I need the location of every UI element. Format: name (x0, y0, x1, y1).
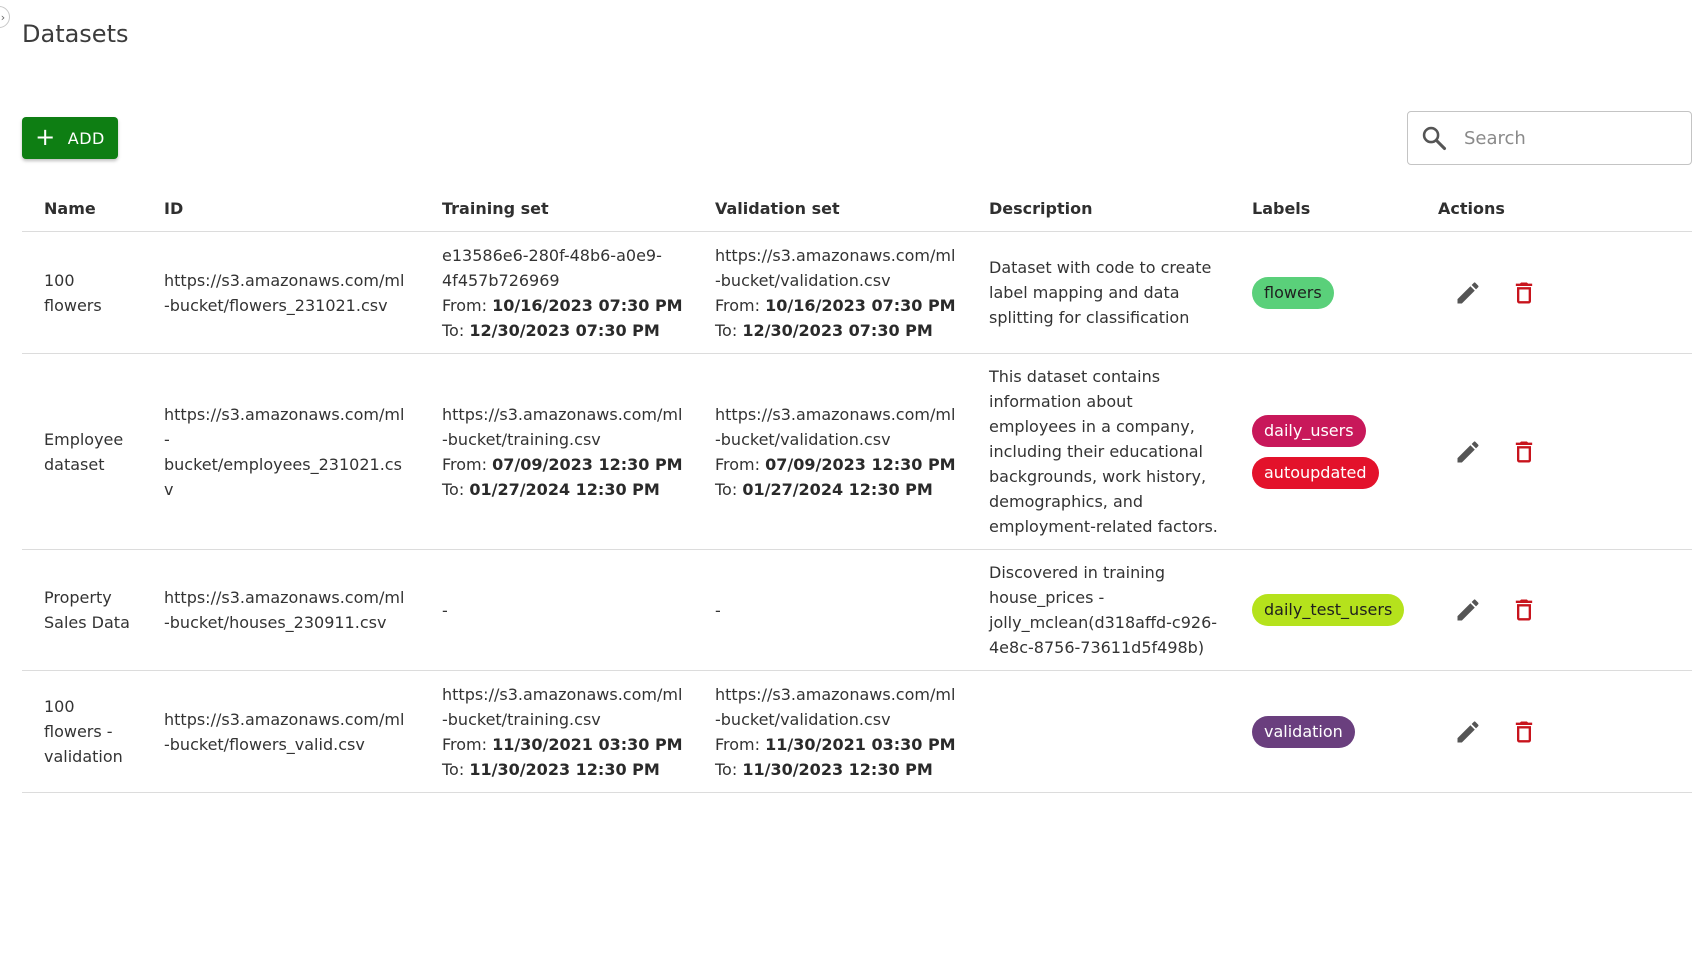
training-set-cell: - (420, 550, 693, 671)
labels-cell (1230, 671, 1416, 793)
table-row[interactable] (22, 671, 1692, 793)
training-to-date: 01/27/2024 12:30 PM (469, 479, 660, 499)
dataset-id: https://s3.amazonaws.com/ml-bucket/employees_231021.csv (142, 354, 420, 550)
label-chip[interactable]: validation (1252, 716, 1355, 748)
from-label: From: (715, 295, 761, 315)
dataset-description (967, 671, 1230, 793)
label-chip[interactable]: autoupdated (1252, 457, 1379, 489)
delete-button[interactable] (1508, 277, 1540, 309)
datasets-table (22, 186, 1692, 793)
sidebar-toggle-button[interactable] (0, 6, 10, 28)
search-box[interactable] (1407, 111, 1692, 165)
trash-icon (1510, 596, 1538, 624)
training-set-url: https://s3.amazonaws.com/ml-bucket/training.csv (442, 404, 683, 449)
from-label: From: (442, 454, 488, 474)
actions-cell (1416, 232, 1692, 354)
column-header-training-set[interactable]: Training set (420, 186, 693, 232)
training-from-date: 10/16/2023 07:30 PM (492, 295, 683, 315)
trash-icon (1510, 718, 1538, 746)
table-row[interactable] (22, 550, 1692, 671)
table-row[interactable] (22, 354, 1692, 550)
column-header-id[interactable]: ID (142, 186, 420, 232)
validation-to-date: 12/30/2023 07:30 PM (742, 320, 933, 340)
training-set-cell (420, 354, 693, 550)
training-from-date: 07/09/2023 12:30 PM (492, 454, 683, 474)
training-to-date: 12/30/2023 07:30 PM (469, 320, 660, 340)
dataset-name: Property Sales Data (22, 550, 142, 671)
dataset-id: https://s3.amazonaws.com/ml-bucket/houses_230911.csv (142, 550, 420, 671)
delete-button[interactable] (1508, 436, 1540, 468)
pencil-icon (1454, 596, 1482, 624)
validation-set-url: https://s3.amazonaws.com/ml-bucket/validation.csv (715, 684, 956, 729)
dataset-id: https://s3.amazonaws.com/ml-bucket/flowers_231021.csv (142, 232, 420, 354)
labels-cell (1230, 550, 1416, 671)
training-set-url: e13586e6-280f-48b6-a0e9-4f457b726969 (442, 245, 662, 290)
column-header-validation-set[interactable]: Validation set (693, 186, 967, 232)
label-chip[interactable]: daily_test_users (1252, 594, 1404, 626)
labels-cell (1230, 354, 1416, 550)
from-label: From: (442, 295, 488, 315)
validation-set-url: https://s3.amazonaws.com/ml-bucket/validation.csv (715, 404, 956, 449)
column-header-description[interactable]: Description (967, 186, 1230, 232)
add-button-label: ADD (67, 128, 105, 148)
label-chip[interactable]: flowers (1252, 277, 1334, 309)
actions-cell (1416, 671, 1692, 793)
dataset-id: https://s3.amazonaws.com/ml-bucket/flowers_valid.csv (142, 671, 420, 793)
validation-from-date: 10/16/2023 07:30 PM (765, 295, 956, 315)
column-header-labels[interactable]: Labels (1230, 186, 1416, 232)
trash-icon (1510, 279, 1538, 307)
dataset-description: Dataset with code to create label mapping and data splitting for classification (967, 232, 1230, 354)
to-label: To: (715, 320, 738, 340)
dataset-description: Discovered in training house_prices - jolly_mclean(d318affd-c926-4e8c-8756-73611d5f498b) (967, 550, 1230, 671)
from-label: From: (442, 734, 488, 754)
validation-set-url: https://s3.amazonaws.com/ml-bucket/validation.csv (715, 245, 956, 290)
to-label: To: (715, 759, 738, 779)
label-chip[interactable]: daily_users (1252, 415, 1366, 447)
table-header-row (22, 186, 1692, 232)
dataset-name: 100 flowers (22, 232, 142, 354)
labels-cell (1230, 232, 1416, 354)
chevron-right-icon: › (0, 10, 6, 24)
validation-set-cell (693, 232, 967, 354)
plus-icon: + (35, 123, 56, 151)
dataset-name: Employee dataset (22, 354, 142, 550)
pencil-icon (1454, 718, 1482, 746)
training-set-url: https://s3.amazonaws.com/ml-bucket/training.csv (442, 684, 683, 729)
validation-from-date: 07/09/2023 12:30 PM (765, 454, 956, 474)
validation-from-date: 11/30/2021 03:30 PM (765, 734, 956, 754)
page-title: Datasets (22, 20, 129, 48)
add-dataset-button[interactable] (22, 117, 118, 159)
training-set-cell (420, 671, 693, 793)
pencil-icon (1454, 279, 1482, 307)
to-label: To: (715, 479, 738, 499)
edit-button[interactable] (1452, 594, 1484, 626)
training-from-date: 11/30/2021 03:30 PM (492, 734, 683, 754)
to-label: To: (442, 479, 465, 499)
dataset-description: This dataset contains information about employees in a company, including their educational backgrounds, work history, demographics, and employment-related factors. (967, 354, 1230, 550)
search-input[interactable] (1462, 127, 1686, 150)
delete-button[interactable] (1508, 716, 1540, 748)
trash-icon (1510, 438, 1538, 466)
search-icon (1420, 124, 1448, 152)
to-label: To: (442, 759, 465, 779)
validation-to-date: 11/30/2023 12:30 PM (742, 759, 933, 779)
edit-button[interactable] (1452, 436, 1484, 468)
delete-button[interactable] (1508, 594, 1540, 626)
dataset-name: 100 flowers - validation (22, 671, 142, 793)
column-header-actions: Actions (1416, 186, 1692, 232)
training-to-date: 11/30/2023 12:30 PM (469, 759, 660, 779)
column-header-name[interactable]: Name (22, 186, 142, 232)
from-label: From: (715, 454, 761, 474)
validation-to-date: 01/27/2024 12:30 PM (742, 479, 933, 499)
edit-button[interactable] (1452, 716, 1484, 748)
actions-cell (1416, 354, 1692, 550)
validation-set-cell (693, 671, 967, 793)
from-label: From: (715, 734, 761, 754)
validation-set-cell: - (693, 550, 967, 671)
actions-cell (1416, 550, 1692, 671)
pencil-icon (1454, 438, 1482, 466)
table-row[interactable] (22, 232, 1692, 354)
to-label: To: (442, 320, 465, 340)
edit-button[interactable] (1452, 277, 1484, 309)
validation-set-cell (693, 354, 967, 550)
training-set-cell (420, 232, 693, 354)
